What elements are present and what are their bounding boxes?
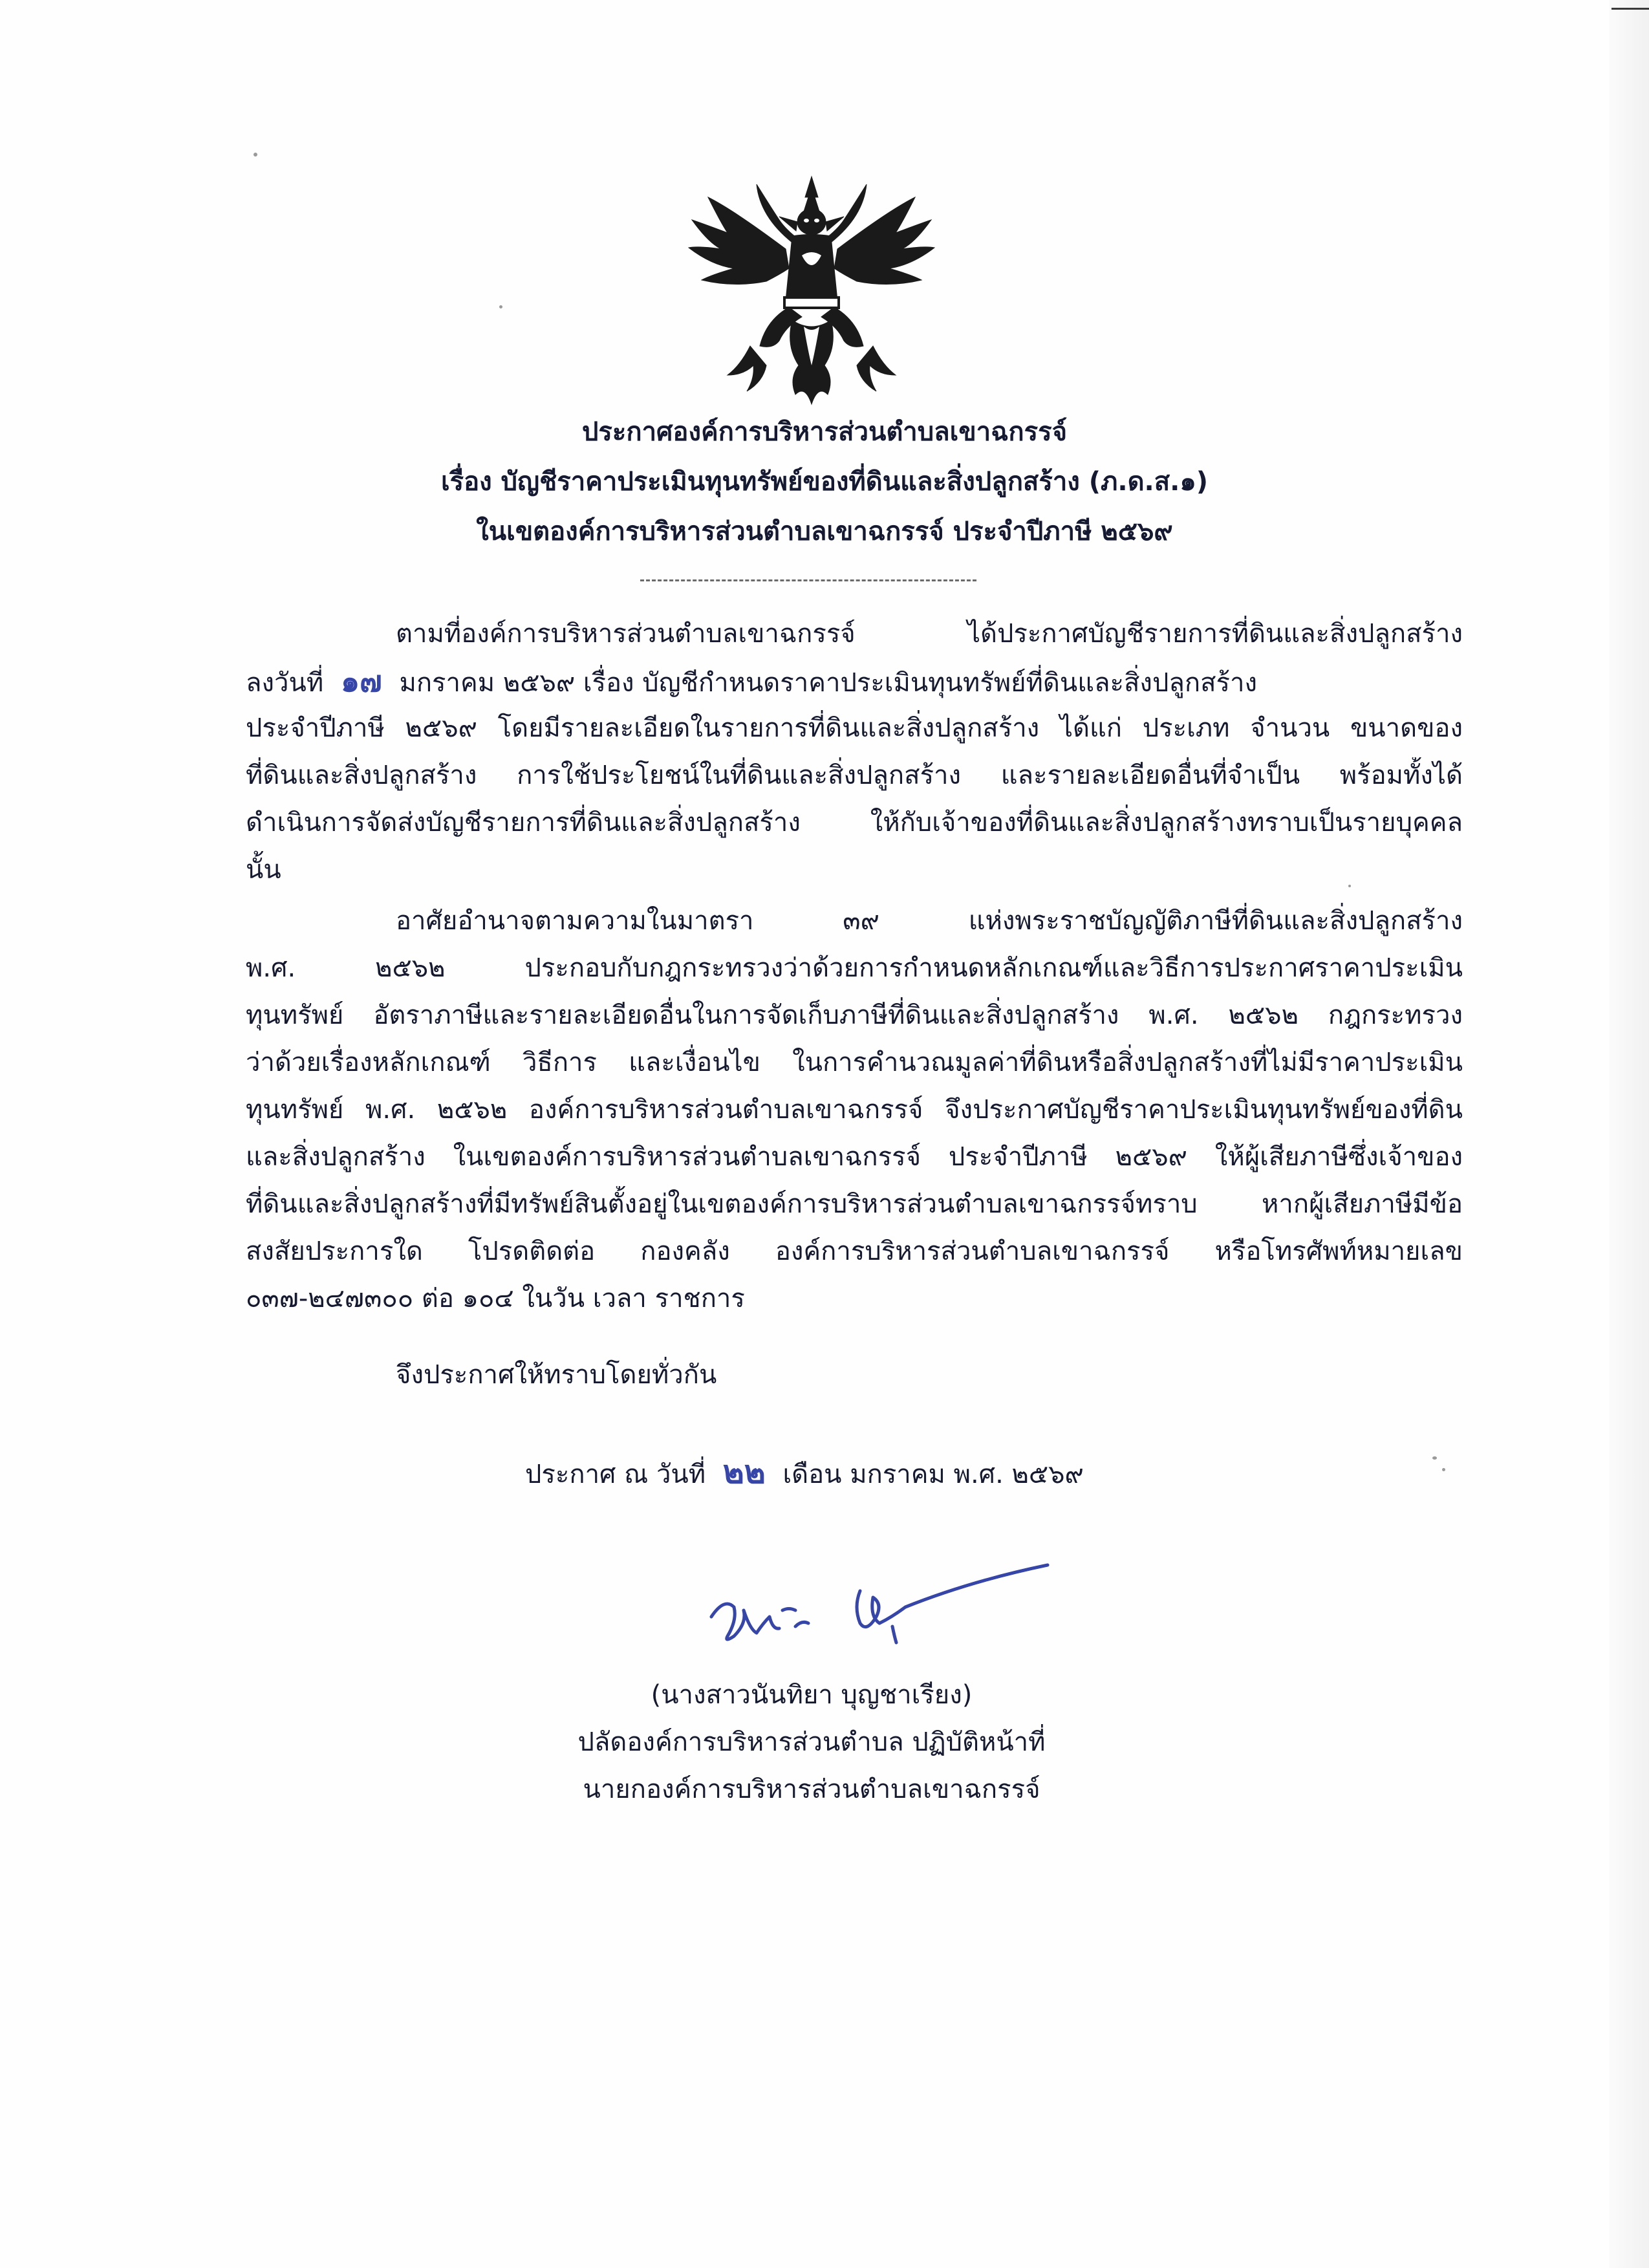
paragraph1-line1: ตามที่องค์การบริหารส่วนตำบลเขาฉกรรจ์ ได้ประกาศบัญชีรายการที่ดินและสิ่งปลูกสร้าง [396,619,1463,649]
paragraph2-line6: และสิ่งปลูกสร้าง ในเขตองค์การบริหารส่วนตำบลเขาฉกรรจ์ ประจำปีภาษี ๒๕๖๙ ให้ผู้เสียภาษีซึ่งเจ้าของ [246,1142,1463,1172]
handwritten-announce-day: ๒๒ [722,1453,766,1491]
date-continuation: มกราคม ๒๕๖๙ เรื่อง บัญชีกำหนดราคาประเมินทุนทรัพย์ที่ดินและสิ่งปลูกสร้าง [399,668,1257,698]
date-suffix: เดือน มกราคม พ.ศ. ๒๕๖๙ [782,1460,1084,1489]
scan-corner-mark [1611,8,1649,10]
date-prefix: ประกาศ ณ วันที่ [525,1460,706,1489]
paragraph1-line4: ที่ดินและสิ่งปลูกสร้าง การใช้ประโยชน์ในที่ดินและสิ่งปลูกสร้าง และรายละเอียดอื่นที่จำเป็น พร้อมทั้งได้ [246,761,1463,790]
paragraph2-line8: สงสัยประการใด โปรดติดต่อ กองคลัง องค์การบริหารส่วนตำบลเขาฉกรรจ์ หรือโทรศัพท์หมายเลข [246,1237,1463,1266]
scan-speck [1442,1468,1445,1471]
scan-speck [1348,885,1351,887]
date-label: ลงวันที่ [246,668,324,698]
garuda-emblem-icon [682,171,941,420]
closing-statement: จึงประกาศให้ทราบโดยทั่วกัน [396,1360,717,1390]
handwritten-date-day: ๑๗ [340,664,382,698]
scan-speck [499,305,502,308]
scan-speck [253,153,257,157]
scan-edge [1609,0,1649,2268]
handwritten-signature-icon [698,1546,1061,1675]
signatory-acting-position: นายกองค์การบริหารส่วนตำบลเขาฉกรรจ์ [583,1775,1040,1804]
paragraph2-line4: ว่าด้วยเรื่องหลักเกณฑ์ วิธีการ และเงื่อนไข ในการคำนวณมูลค่าที่ดินหรือสิ่งปลูกสร้างที่ไม่มีราคาประเมิน [246,1048,1463,1077]
paragraph2-line7: ที่ดินและสิ่งปลูกสร้างที่มีทรัพย์สินตั้งอยู่ในเขตองค์การบริหารส่วนตำบลเขาฉกรรจ์ทราบ หากผู้เสียภาษีมีข้อ [246,1189,1463,1219]
paragraph1-line5: ดำเนินการจัดส่งบัญชีรายการที่ดินและสิ่งปลูกสร้าง ให้กับเจ้าของที่ดินและสิ่งปลูกสร้างทราบเป็นรายบุคคล [246,808,1463,837]
paragraph2-line3: ทุนทรัพย์ อัตราภาษีและรายละเอียดอื่นในการจัดเก็บภาษีที่ดินและสิ่งปลูกสร้าง พ.ศ. ๒๕๖๒ กฎกระทรวง [246,1000,1463,1030]
announcement-title: ประกาศองค์การบริหารส่วนตำบลเขาฉกรรจ์ [582,417,1067,447]
announcement-date [525,1454,1084,1493]
scan-speck [1432,1456,1437,1460]
paragraph2-line9: ๐๓๗-๒๔๗๓๐๐ ต่อ ๑๐๔ ในวัน เวลา ราชการ [246,1284,745,1313]
paragraph1-line3: ประจำปีภาษี ๒๕๖๙ โดยมีรายละเอียดในรายการที่ดินและสิ่งปลูกสร้าง ได้แก่ ประเภท จำนวน ขนาดของ [246,713,1463,743]
signatory-position: ปลัดองค์การบริหารส่วนตำบล ปฏิบัติหน้าที่ [577,1727,1046,1757]
announcement-subject: เรื่อง บัญชีราคาประเมินทุนทรัพย์ของที่ดินและสิ่งปลูกสร้าง (ภ.ด.ส.๑) [440,467,1209,497]
header-divider [640,579,976,581]
paragraph1-line2 [246,663,1463,701]
paragraph2-line2: พ.ศ. ๒๕๖๒ ประกอบกับกฎกระทรวงว่าด้วยการกำหนดหลักเกณฑ์และวิธีการประกาศราคาประเมิน [246,953,1463,983]
paragraph2-line5: ทุนทรัพย์ พ.ศ. ๒๕๖๒ องค์การบริหารส่วนตำบลเขาฉกรรจ์ จึงประกาศบัญชีราคาประเมินทุนทรัพย์ของที่ดิน [246,1095,1463,1125]
paragraph2-line1: อาศัยอำนาจตามความในมาตรา ๓๙ แห่งพระราชบัญญัติภาษีที่ดินและสิ่งปลูกสร้าง [396,906,1463,936]
announcement-scope: ในเขตองค์การบริหารส่วนตำบลเขาฉกรรจ์ ประจำปีภาษี ๒๕๖๙ [476,517,1173,546]
paragraph1-line6: นั้น [246,855,281,885]
signatory-name: (นางสาวนันทิยา บุญชาเรียง) [651,1680,973,1710]
